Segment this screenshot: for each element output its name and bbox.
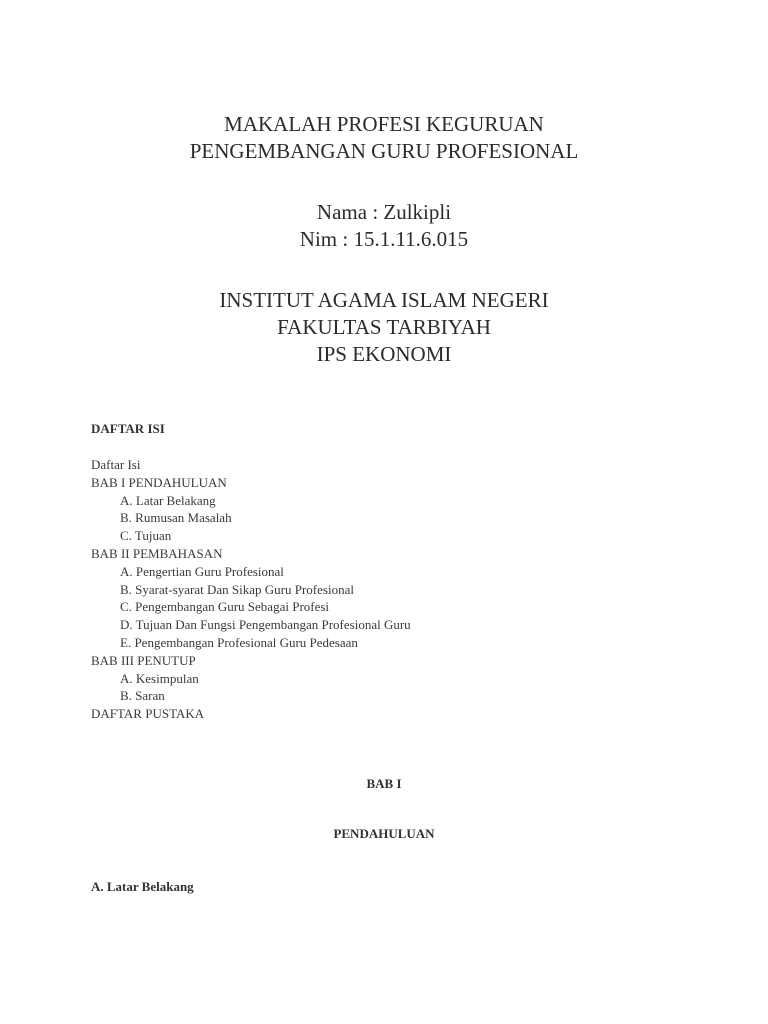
- toc-subitem: A. Kesimpulan: [120, 670, 199, 686]
- toc-item: BAB II PEMBAHASAN: [91, 545, 223, 561]
- toc-heading: DAFTAR ISI: [91, 421, 165, 436]
- toc-item: BAB I PENDAHULUAN: [91, 474, 227, 490]
- toc-subitem: B. Rumusan Masalah: [120, 510, 232, 526]
- title-line-2: PENGEMBANGAN GURU PROFESIONAL: [189, 139, 579, 163]
- toc-subitem: A. Latar Belakang: [120, 492, 216, 508]
- toc-subitem: B. Syarat-syarat Dan Sikap Guru Profesional: [120, 581, 354, 597]
- toc-subitem: C. Tujuan: [120, 528, 172, 544]
- student-name: Nama : Zulkipli: [316, 200, 452, 224]
- student-info: [0, 199, 768, 253]
- toc-item: DAFTAR PUSTAKA: [91, 706, 205, 722]
- toc-item: Daftar Isi: [91, 457, 141, 472]
- chapter-title: PENDAHULUAN: [333, 826, 435, 841]
- student-nim: Nim : 15.1.11.6.015: [299, 227, 469, 251]
- institution-info: [0, 287, 768, 368]
- toc-subitem: E. Pengembangan Profesional Guru Pedesaan: [120, 634, 358, 650]
- program-name: IPS EKONOMI: [316, 342, 452, 366]
- chapter-number: BAB I: [366, 776, 402, 791]
- toc-subitem: B. Saran: [120, 688, 165, 704]
- institution-name: INSTITUT AGAMA ISLAM NEGERI: [219, 288, 549, 312]
- toc-subitem: D. Tujuan Dan Fungsi Pengembangan Profesional Guru: [120, 617, 411, 633]
- faculty-name: FAKULTAS TARBIYAH: [277, 315, 491, 339]
- document-title: [0, 111, 768, 165]
- section-heading: A. Latar Belakang: [91, 879, 194, 894]
- title-line-1: MAKALAH PROFESI KEGURUAN: [224, 112, 544, 136]
- toc-item: BAB III PENUTUP: [91, 652, 196, 668]
- table-of-contents: [91, 456, 411, 723]
- toc-subitem: C. Pengembangan Guru Sebagai Profesi: [120, 599, 330, 615]
- toc-subitem: A. Pengertian Guru Profesional: [120, 563, 284, 579]
